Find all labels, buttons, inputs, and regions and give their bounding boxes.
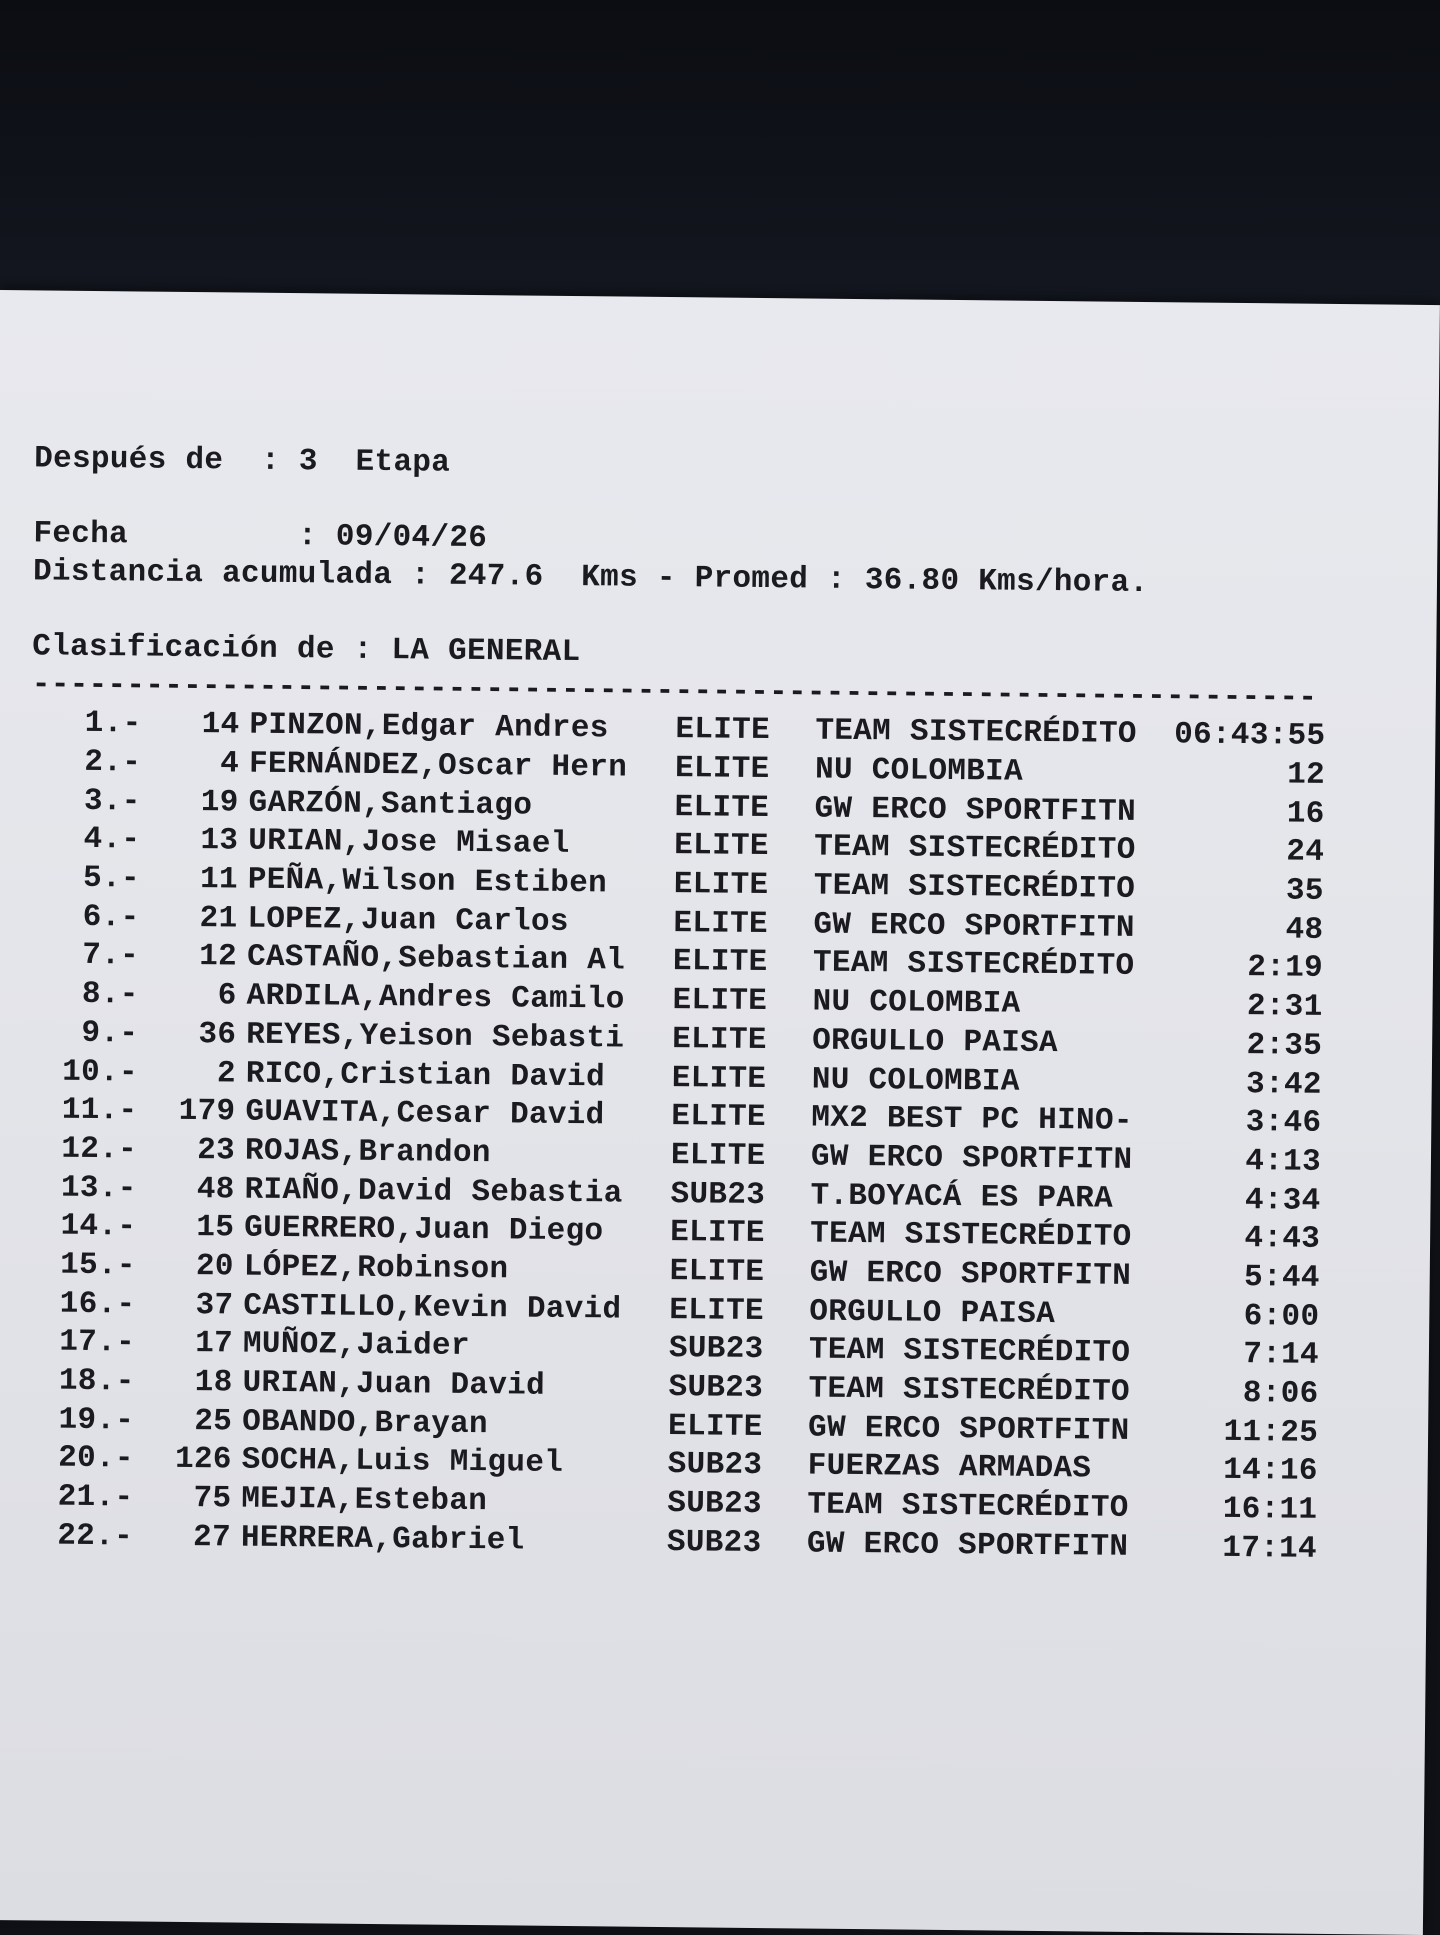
time-cell: 3:42: [1245, 1066, 1322, 1103]
etapa-label: Etapa: [355, 444, 451, 481]
team-cell: TEAM SISTECRÉDITO: [808, 1371, 1131, 1410]
category-cell: ELITE: [672, 944, 768, 981]
classification-document: [23, 440, 1355, 1569]
category-cell: SUB23: [668, 1331, 764, 1368]
time-cell: 12: [1286, 757, 1326, 793]
bib-number-cell: 20: [195, 1249, 234, 1285]
rider-name-cell: SOCHA,Luis Miguel: [241, 1443, 564, 1482]
time-cell: 2:19: [1247, 950, 1324, 987]
category-cell: SUB23: [667, 1486, 763, 1523]
time-cell: 35: [1285, 873, 1324, 909]
bib-number-cell: 25: [194, 1403, 233, 1440]
position-cell: 1.-: [84, 706, 142, 742]
category-cell: ELITE: [674, 828, 769, 865]
position-cell: 15.-: [59, 1247, 136, 1284]
rider-name-cell: HERRERA,Gabriel: [240, 1520, 525, 1559]
time-cell: 4:13: [1245, 1143, 1322, 1180]
category-cell: ELITE: [670, 1137, 766, 1174]
bib-number-cell: 6: [217, 978, 237, 1014]
distance-line: Distancia acumulada : 247.6 Kms - Promed : 36.80 Kms/hora.: [32, 554, 1149, 602]
bib-number-cell: 23: [197, 1133, 236, 1169]
etapa-number: 3: [298, 444, 318, 480]
position-cell: 19.-: [58, 1402, 135, 1439]
category-cell: ELITE: [672, 1021, 767, 1058]
clasificacion-value: LA GENERAL: [391, 633, 581, 671]
category-cell: ELITE: [667, 1408, 763, 1445]
bib-number-cell: 18: [194, 1365, 233, 1401]
bib-number-cell: 179: [178, 1094, 236, 1130]
position-cell: 3.-: [83, 783, 141, 820]
time-cell: 5:44: [1243, 1260, 1320, 1296]
bib-number-cell: 13: [200, 823, 239, 859]
rider-name-cell: CASTILLO,Kevin David: [243, 1288, 622, 1328]
distancia-unit: Kms: [581, 560, 639, 596]
printed-sheet: [0, 290, 1440, 1935]
stage-line: Después de : 3 Etapa: [34, 441, 451, 481]
position-cell: 2.-: [84, 744, 142, 781]
rider-name-cell: GUERRERO,Juan Diego: [244, 1210, 604, 1250]
team-cell: GW ERCO SPORTFITN: [813, 907, 1135, 946]
bib-number-cell: 2: [216, 1055, 236, 1092]
category-cell: SUB23: [668, 1370, 764, 1407]
team-cell: GW ERCO SPORTFITN: [806, 1526, 1129, 1565]
category-cell: ELITE: [674, 751, 770, 788]
distancia-value: 247.6: [448, 558, 544, 595]
time-cell: 16: [1286, 796, 1325, 832]
dark-background: [0, 0, 1440, 310]
rider-name-cell: MEJIA,Esteban: [241, 1481, 488, 1520]
position-cell: 16.-: [59, 1286, 136, 1323]
team-cell: TEAM SISTECRÉDITO: [809, 1216, 1132, 1256]
category-cell: SUB23: [667, 1447, 763, 1484]
rider-name-cell: FERNÁNDEZ,Oscar Hern: [248, 746, 628, 786]
rider-name-cell: ROJAS,Brandon: [244, 1133, 491, 1172]
team-cell: TEAM SISTECRÉDITO: [814, 829, 1136, 869]
team-cell: NU COLOMBIA: [811, 1062, 1020, 1100]
time-cell: 7:14: [1243, 1337, 1320, 1374]
bib-number-cell: 21: [199, 900, 238, 937]
bib-number-cell: 14: [201, 707, 240, 743]
classification-line: Clasificación de : LA GENERAL: [32, 629, 581, 671]
category-cell: ELITE: [669, 1254, 765, 1291]
position-cell: 5.-: [82, 860, 141, 897]
bib-number-cell: 12: [199, 939, 238, 975]
team-cell: GW ERCO SPORTFITN: [810, 1139, 1133, 1178]
promedio-label: Promed: [694, 561, 809, 598]
bib-number-cell: 19: [200, 784, 239, 821]
team-cell: ORGULLO PAISA: [809, 1294, 1056, 1332]
category-cell: ELITE: [672, 983, 768, 1020]
rider-name-cell: PEÑA,Wilson Estiben: [247, 862, 608, 902]
position-cell: 20.-: [57, 1441, 134, 1477]
rider-name-cell: MUÑOZ,Jaider: [242, 1326, 470, 1365]
bib-number-cell: 11: [199, 862, 239, 898]
team-cell: FUERZAS ARMADAS: [807, 1448, 1092, 1487]
bib-number-cell: 75: [193, 1481, 232, 1517]
rider-name-cell: URIAN,Juan David: [242, 1365, 546, 1404]
position-cell: 10.-: [62, 1054, 138, 1091]
bib-number-cell: 4: [219, 746, 240, 782]
time-cell: 14:16: [1223, 1453, 1318, 1490]
rider-name-cell: RIAÑO,David Sebastia: [244, 1172, 623, 1212]
position-cell: 17.-: [59, 1325, 136, 1361]
distancia-label: Distancia acumulada: [32, 554, 393, 594]
time-cell: 24: [1286, 834, 1325, 871]
time-cell: 11:25: [1223, 1414, 1319, 1451]
date-line: Fecha : 09/04/26: [33, 516, 488, 557]
results-table: [23, 704, 1352, 1569]
time-cell: 2:35: [1246, 1027, 1323, 1064]
time-cell: 8:06: [1242, 1376, 1319, 1412]
team-cell: GW ERCO SPORTFITN: [807, 1410, 1130, 1449]
team-cell: TEAM SISTECRÉDITO: [808, 1332, 1131, 1372]
team-cell: GW ERCO SPORTFITN: [809, 1255, 1132, 1294]
position-cell: 4.-: [83, 822, 141, 858]
position-cell: 14.-: [60, 1208, 137, 1245]
bib-number-cell: 48: [196, 1171, 235, 1208]
rider-name-cell: OBANDO,Brayan: [241, 1404, 489, 1442]
category-cell: ELITE: [669, 1292, 765, 1329]
position-cell: 22.-: [57, 1518, 134, 1555]
clasificacion-label: Clasificación de: [32, 629, 335, 668]
category-cell: ELITE: [671, 1060, 767, 1097]
time-cell: 16:11: [1222, 1491, 1318, 1528]
category-cell: ELITE: [673, 867, 769, 904]
rider-name-cell: GARZÓN,Santiago: [248, 785, 533, 824]
rider-name-cell: GUAVITA,Cesar David: [245, 1094, 605, 1134]
team-cell: TEAM SISTECRÉDITO: [815, 713, 1137, 753]
team-cell: TEAM SISTECRÉDITO: [813, 868, 1136, 908]
position-cell: 9.-: [81, 1015, 139, 1052]
promedio-unit: Kms/hora.: [978, 564, 1149, 602]
position-cell: 6.-: [82, 899, 140, 936]
category-cell: ELITE: [675, 712, 771, 749]
time-cell: 4:34: [1244, 1182, 1321, 1219]
position-cell: 11.-: [61, 1092, 138, 1129]
position-cell: 8.-: [81, 977, 139, 1013]
team-cell: MX2 BEST PC HINO-: [811, 1100, 1133, 1140]
position-cell: 13.-: [60, 1170, 137, 1207]
team-cell: GW ERCO SPORTFITN: [814, 791, 1137, 830]
rider-name-cell: REYES,Yeison Sebasti: [246, 1017, 625, 1057]
position-cell: 21.-: [57, 1479, 134, 1516]
rider-name-cell: PINZON,Edgar Andres: [249, 707, 609, 747]
bib-number-cell: 37: [195, 1287, 234, 1324]
team-cell: TEAM SISTECRÉDITO: [812, 946, 1135, 985]
team-cell: TEAM SISTECRÉDITO: [807, 1487, 1129, 1526]
category-cell: ELITE: [673, 905, 769, 942]
time-cell: 2:31: [1246, 989, 1323, 1026]
team-cell: T.BOYACÁ ES PARA: [810, 1178, 1114, 1217]
time-cell: 4:43: [1244, 1221, 1321, 1258]
time-cell: 3:46: [1245, 1105, 1322, 1142]
team-cell: ORGULLO PAISA: [811, 1023, 1059, 1061]
category-cell: ELITE: [671, 1099, 767, 1136]
team-cell: NU COLOMBIA: [812, 984, 1021, 1022]
category-cell: ELITE: [674, 789, 770, 826]
time-cell: 06:43:55: [1173, 717, 1326, 755]
rider-name-cell: LOPEZ,Juan Carlos: [247, 901, 569, 940]
fecha-value: 09/04/26: [335, 519, 488, 557]
rider-name-cell: URIAN,Jose Misael: [248, 824, 570, 863]
bib-number-cell: 126: [174, 1442, 232, 1478]
bib-number-cell: 15: [196, 1210, 235, 1246]
rider-name-cell: RICO,Cristian David: [245, 1056, 606, 1095]
time-cell: 6:00: [1243, 1298, 1320, 1335]
category-cell: ELITE: [669, 1215, 765, 1252]
position-cell: 18.-: [58, 1363, 135, 1400]
rider-name-cell: ARDILA,Andres Camilo: [246, 978, 625, 1018]
team-cell: NU COLOMBIA: [814, 752, 1024, 790]
time-cell: 17:14: [1222, 1530, 1318, 1567]
rider-name-cell: LÓPEZ,Robinson: [243, 1249, 509, 1288]
position-cell: 12.-: [61, 1131, 138, 1168]
rider-name-cell: CASTAÑO,Sebastian Al: [246, 940, 626, 980]
category-cell: SUB23: [666, 1524, 762, 1561]
fecha-label: Fecha: [33, 516, 129, 553]
despues-label: Después de: [34, 441, 224, 479]
position-cell: 7.-: [82, 938, 140, 974]
separator-line: --------------------------------------------------------------------: [31, 667, 1318, 716]
category-cell: SUB23: [670, 1176, 766, 1213]
time-cell: 48: [1285, 912, 1324, 948]
bib-number-cell: 36: [198, 1016, 237, 1053]
bib-number-cell: 27: [192, 1519, 232, 1556]
promedio-value: 36.80: [864, 563, 960, 600]
bib-number-cell: 17: [194, 1326, 234, 1362]
